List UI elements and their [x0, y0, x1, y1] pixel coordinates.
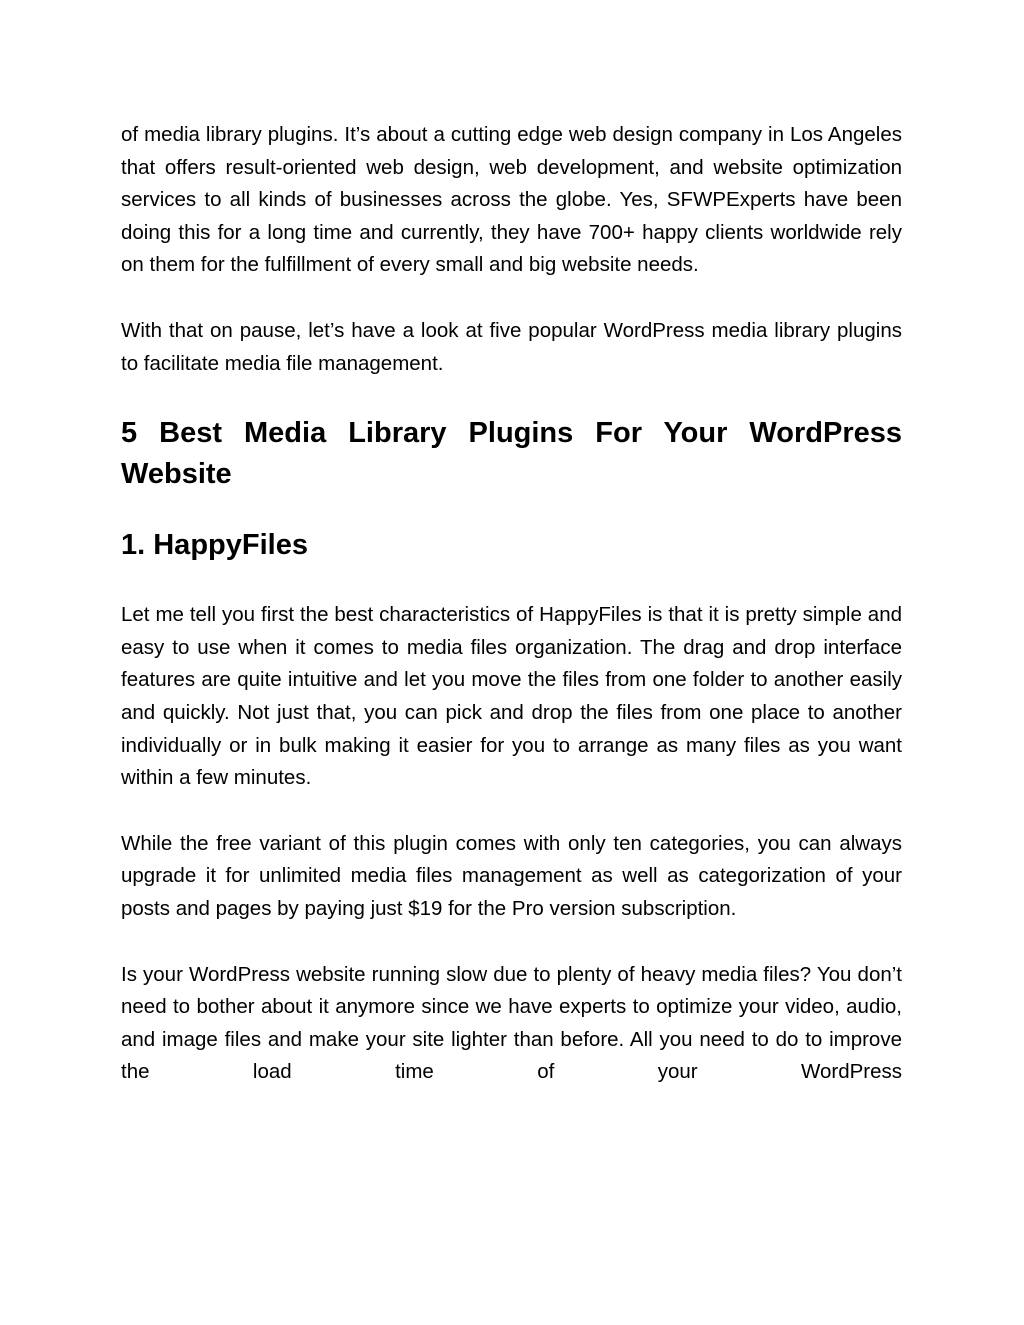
body-paragraph: While the free variant of this plugin comes with only ten categories, you can always upgrade it for unlimited media files management as well as categorization of your posts and pages by paying just $19 for the Pro version subscription. — [121, 831, 902, 920]
body-paragraph: Is your WordPress website running slow due to plenty of heavy media files? You don’t need to bother about it anymore since we have experts to optimize your video, audio, and image files and make your site lighter than before. All you need to do to improve the load time of your WordPress — [121, 962, 902, 1084]
body-paragraph: of media library plugins. It’s about a cutting edge web design company in Los Angeles that offers result-oriented web design, web development, and website optimization services to all kinds of businesses across the globe. Yes, SFWPExperts have been doing this for a long time and currently, they have 700+ happy clients worldwide rely on them for the fulfillment of every small and big website needs. — [121, 123, 902, 277]
body-paragraph: Let me tell you first the best characteristics of HappyFiles is that it is pretty simple and easy to use when it comes to media files organization. The drag and drop interface features are quite intuitive and let you move the files from one folder to another easily and quickly. Not just that, you can pick and drop the files from one place to another individually or in bulk making it easier for you to arrange as many files as you want within a few minutes. — [121, 603, 902, 790]
subsection-heading: 1. HappyFiles — [121, 529, 308, 562]
document-page — [121, 119, 902, 1089]
body-paragraph: With that on pause, let’s have a look at five popular WordPress media library plugins to facilitate media file management. — [121, 318, 902, 375]
section-heading: 5 Best Media Library Plugins For Your WordPress Website — [121, 417, 902, 491]
